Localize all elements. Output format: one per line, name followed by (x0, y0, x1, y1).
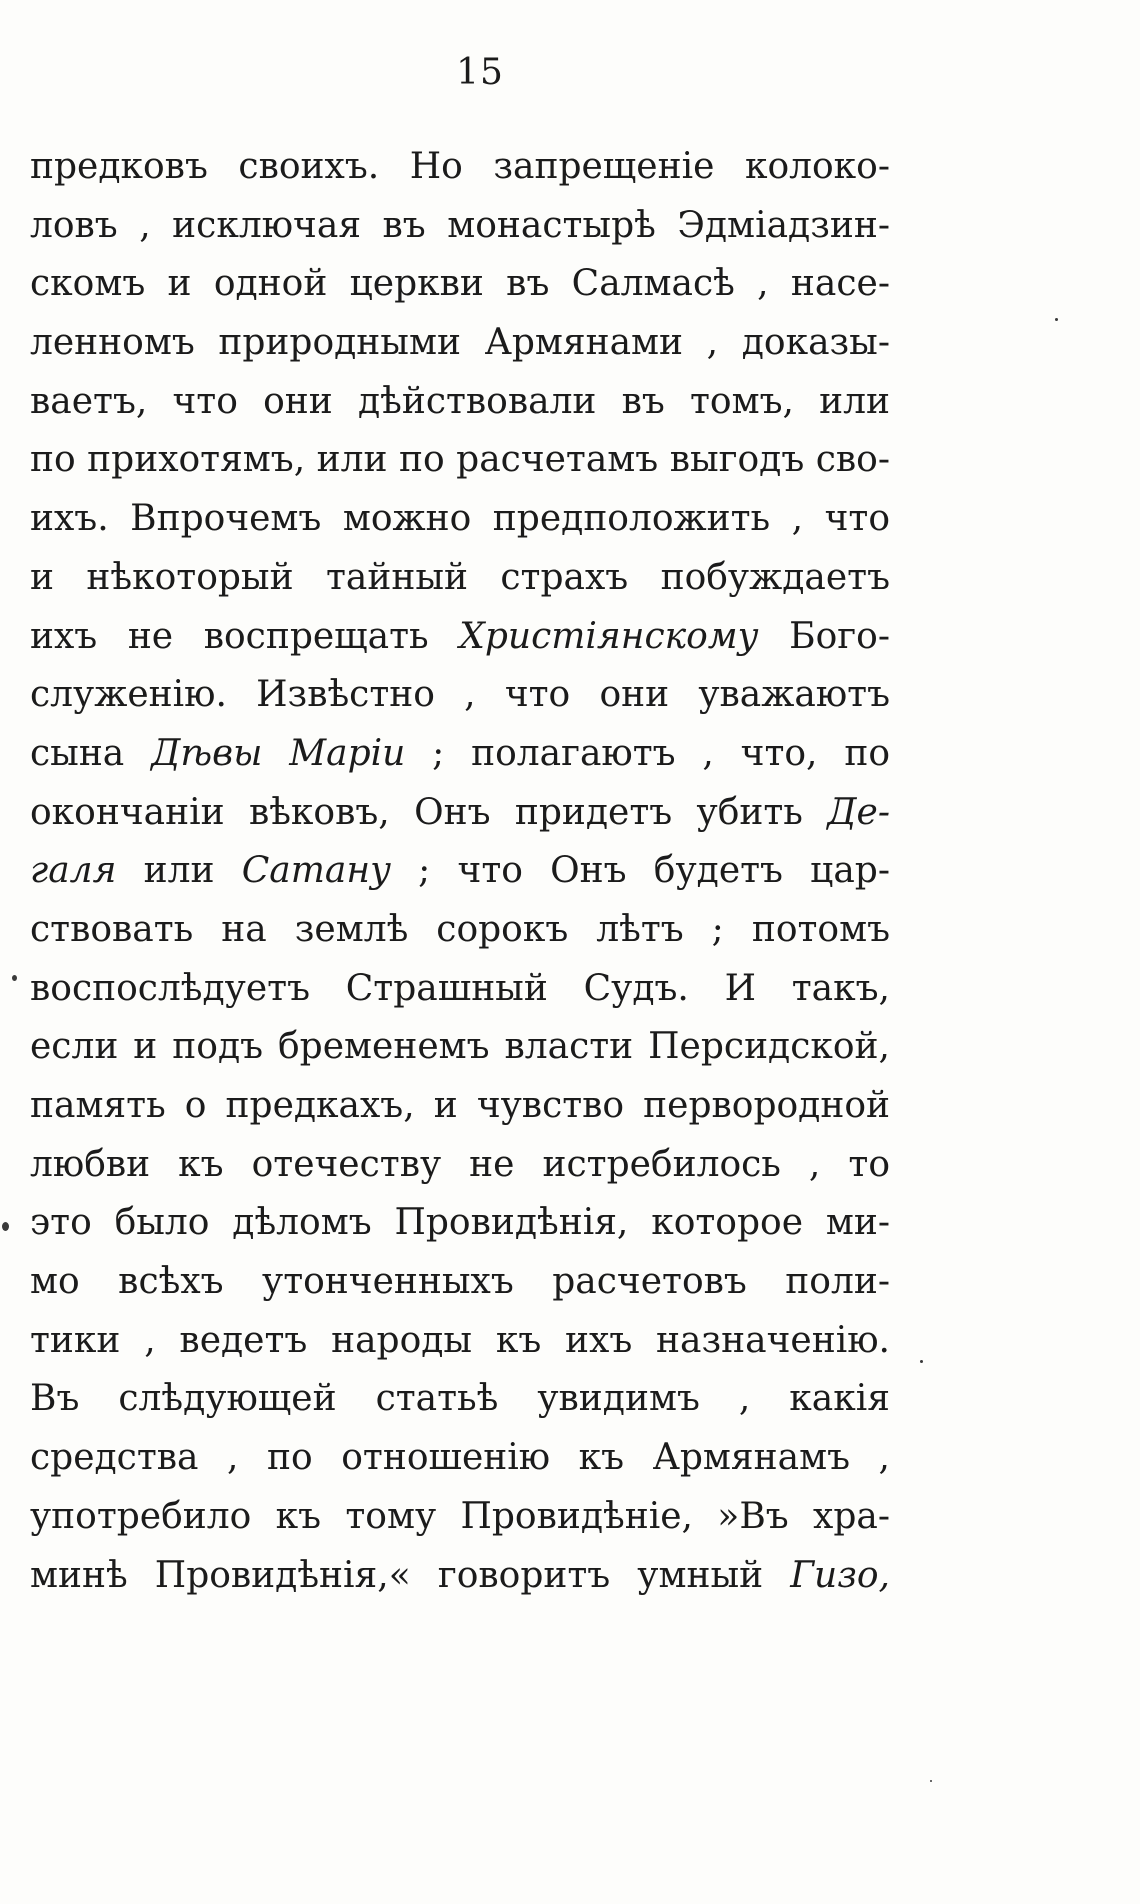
italic-text: Гизо, (790, 1554, 890, 1596)
text-segment: окончанiи вѣковъ, Онъ придетъ убить (30, 791, 828, 833)
text-segment: Въ слѣдующей статьѣ увидимъ , какiя (30, 1378, 890, 1420)
text-line (30, 255, 890, 314)
text-segment: любви къ отечеству не истребилось , то (30, 1143, 890, 1185)
text-segment: сына (30, 732, 152, 774)
text-line (30, 901, 890, 960)
text-line (30, 1077, 890, 1136)
text-segment: скомъ и одной церкви въ Салмасѣ , насе- (30, 263, 890, 305)
text-line (30, 197, 890, 256)
text-segment: ихъ. Впрочемъ можно предположить , что (30, 498, 890, 540)
text-line (30, 1312, 890, 1371)
text-line (30, 549, 890, 608)
text-segment: употребило къ тому Провидѣнiе, »Въ хра- (30, 1495, 890, 1537)
text-line (30, 960, 890, 1019)
text-line (30, 1547, 890, 1606)
text-segment: по прихотямъ, или по расчетамъ выгодъ сво- (30, 439, 890, 481)
text-segment: Бого- (758, 615, 890, 657)
text-segment: ленномъ природными Армянами , доказы- (30, 322, 890, 364)
text-line (30, 1018, 890, 1077)
text-line (30, 608, 890, 667)
text-segment: ловъ , исключая въ монастырѣ Эдмiадзин- (30, 204, 890, 246)
text-segment: тики , ведетъ народы къ ихъ назначенiю. (30, 1319, 890, 1361)
text-segment: ; полагаютъ , что, по (405, 732, 890, 774)
text-segment: минѣ Провидѣнiя,« говоритъ умный (30, 1554, 791, 1596)
text-line (30, 1253, 890, 1312)
text-line (30, 1194, 890, 1253)
scan-speck (12, 975, 17, 981)
text-line (30, 1136, 890, 1195)
scan-speck (920, 1360, 923, 1363)
scan-speck (2, 1222, 9, 1231)
text-line (30, 842, 890, 901)
italic-text: Дѣвы Марiи (151, 732, 406, 774)
text-segment: ; что Онъ будетъ цар- (390, 850, 890, 892)
italic-text: Сатану (241, 850, 391, 892)
text-segment: ваетъ, что они дѣйствовали въ томъ, или (30, 380, 890, 422)
text-line (30, 666, 890, 725)
text-line (30, 490, 890, 549)
body-text (30, 138, 890, 1605)
text-segment: ствовать на землѣ сорокъ лѣтъ ; потомъ (30, 908, 890, 950)
scan-speck (1055, 318, 1058, 321)
text-line (30, 1488, 890, 1547)
text-segment: ихъ не воспрещать (30, 615, 460, 657)
scan-speck (930, 1780, 932, 1782)
text-line (30, 1370, 890, 1429)
text-segment: воспослѣдуетъ Страшный Судъ. И такъ, (30, 967, 890, 1009)
text-segment: мо всѣхъ утонченныхъ расчетовъ поли- (30, 1261, 890, 1303)
text-segment: если и подъ бременемъ власти Персидской, (30, 1026, 890, 1068)
text-line (30, 784, 890, 843)
text-line (30, 138, 890, 197)
italic-text: Христiянскому (459, 615, 759, 657)
text-segment: предковъ своихъ. Но запрещенiе колоко- (30, 146, 890, 187)
text-segment: служенiю. Извѣстно , что они уважаютъ (30, 674, 890, 716)
italic-text: галя (30, 850, 117, 892)
text-line (30, 373, 890, 432)
text-segment: средства , по отношенiю къ Армянамъ , (30, 1437, 890, 1479)
text-line (30, 1429, 890, 1488)
italic-text: Де- (827, 791, 890, 833)
page-number: 15 (456, 52, 504, 93)
text-line (30, 431, 890, 490)
text-segment: и нѣкоторый тайный страхъ побуждаетъ (30, 556, 890, 598)
text-segment: это было дѣломъ Провидѣнiя, которое ми- (30, 1202, 890, 1244)
text-segment: память о предкахъ, и чувство первородной (30, 1085, 890, 1126)
text-segment: или (116, 850, 242, 892)
text-line (30, 314, 890, 373)
text-line (30, 725, 890, 784)
